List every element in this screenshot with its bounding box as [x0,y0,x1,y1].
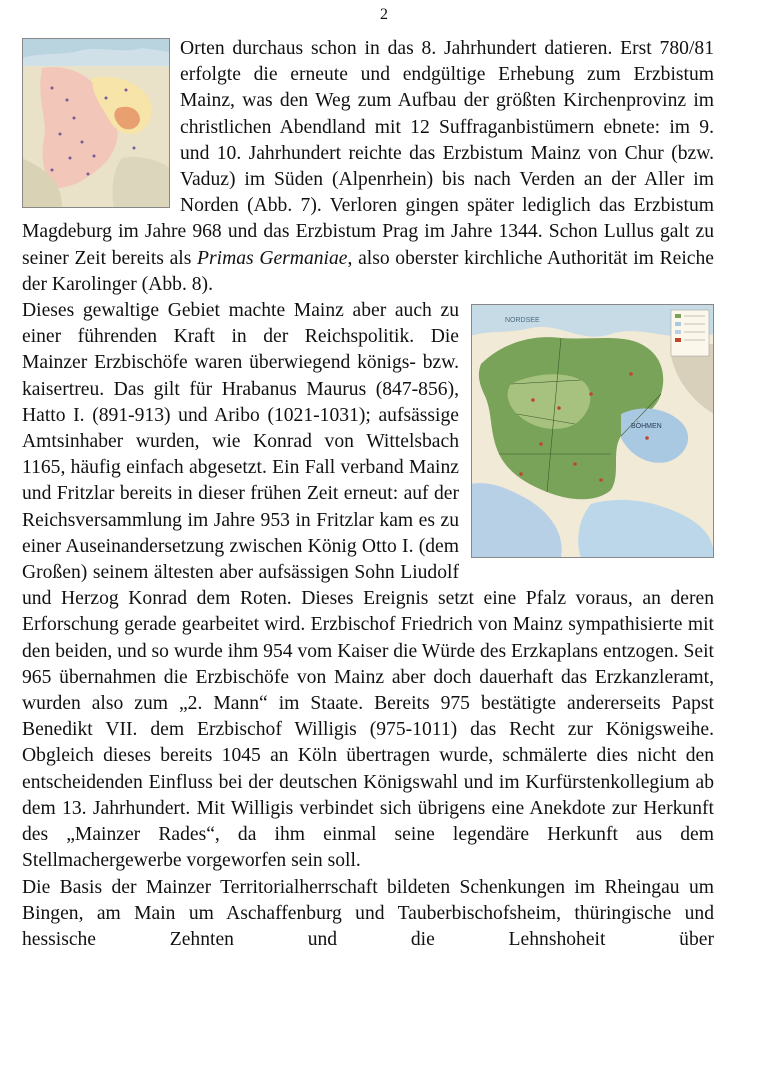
map-figure-small [22,38,170,208]
paragraph-3: Die Basis der Mainzer Territorialherrschaft bildeten Schenkungen im Rheingau um Bingen, am Main um Aschaffenburg und Tauberbischofsheim, thüringische und hessische Zehnten und die Lehnshoheit über [22,876,714,950]
map-figure-large [471,304,714,558]
paragraph-2: Dieses gewaltige Gebiet machte Mainz aber auch zu einer führenden Kraft in der Reichspolitik. Die Mainzer Erzbischöfe waren überwiegend königs- bzw. kaisertreu. Das gilt für Hrabanus Maurus (847-856), Hatto I. (891-913) und Aribo (1021-1031); aufsässige Amtsinhaber wurden, wie Konrad von Wittelsbach 1165, häufig einfach abgesetzt. Ein Fall verband Mainz und Fritzlar bereits in dieser frühen Zeit erneut: auf der Reichsversammlung im Jahre 953 in Fritzlar kam es zu einer Auseinandersetzung zwischen König Otto I. (dem Großen) seinem ältesten aber aufsässigen Sohn Liudolf und Herzog Konrad dem Roten. Dieses Ereignis setzt eine Pfalz voraus, an deren Erforschung gerade gearbeitet wird. Erzbischof Friedrich von Mainz sympathisierte mit den beiden, und so wurde ihm 954 vom Kaiser die Würde des Erzkaplans entzogen. Seit 965 übernahmen die Erzbischöfe von Mainz aber doch dauerhaft das Erzkanzleramt, wurden also zum „2. Mann“ im Staate. Bereits 975 bestätigte andererseits Papst Benedikt VII. dem Erzbischof Willigis (975-1011) das Recht zur Königsweihe. Obgleich dieses bereits 1045 an Köln übertragen wurde, schmälerte dies nicht den entscheidenden Einfluss bei der deutschen Königswahl und im Kurfürstenkollegium ab dem 13. Jahrhundert. Mit Willigis verbindet sich übrigens eine Anekdote zur Herkunft des „Mainzer Rades“, da ihm einmal seine legendäre Herkunft aus dem Stellmachergewerbe vorgeworfen sein soll. [22,300,714,872]
map-bohemia-label: BÖHMEN [631,423,662,431]
body-text [22,36,714,953]
paragraph-1-text: Orten durchaus schon in das 8. Jahrhundert datieren. Erst 780/81 erfolgte die erneute und endgültige Erhebung zum Erzbistum Mainz, was den Weg zum Aufbau der größten Kirchenprovinz im christlichen Abendland mit 12 Suffraganbistümern ebnete: im 9. und 10. Jahrhundert reichte das Erzbistum Mainz von Chur (bzw. Vaduz) im Süden (Alpenrhein) bis nach Verden an der Aller im Norden (Abb. 7). Verloren gingen später lediglich das Erzbistum Magdeburg im Jahre 968 und das Erzbistum Prag im Jahre 1344. Schon Lullus galt zu seiner Zeit bereits als [22,38,714,269]
map-sea-label: NORDSEE [505,317,540,325]
page-number: 2 [380,6,388,23]
primas-germaniae-italic: Primas Germaniae [197,247,348,269]
map-small-image [22,38,170,208]
map-large-image [471,304,714,558]
paragraph-1-end: , also oberster kirchliche Authorität im Reiche der Karolinger (Abb. 8). [22,247,714,295]
